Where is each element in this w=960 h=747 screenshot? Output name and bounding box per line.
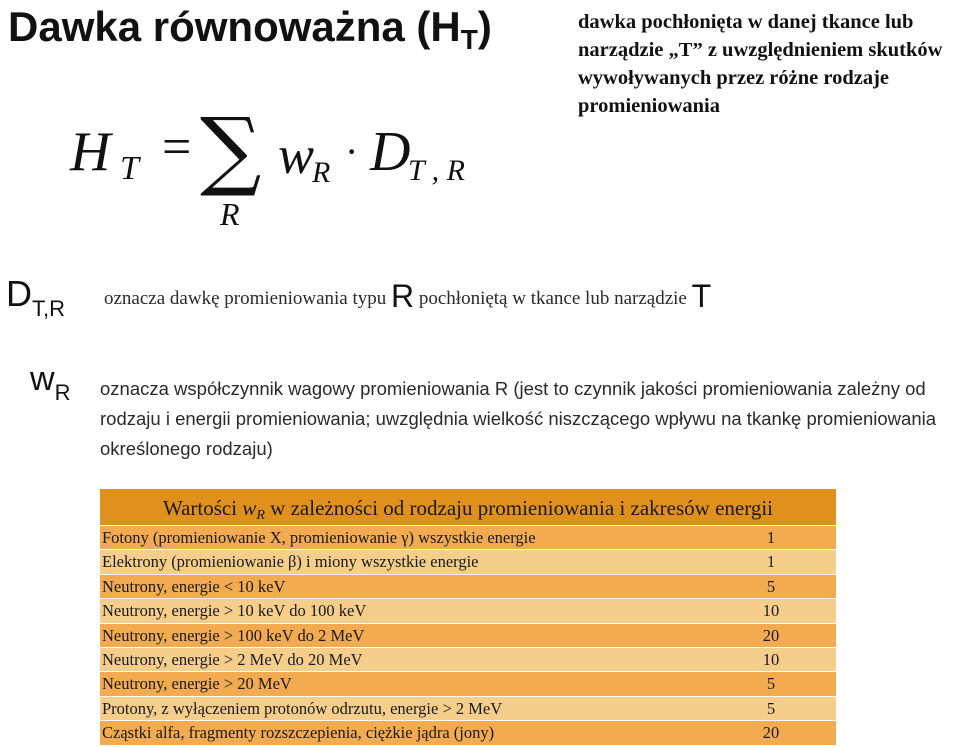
- radiation-type-cell: Cząstki alfa, fragmenty rozszczepienia, ciężkie jądra (jony): [102, 723, 495, 743]
- weighting-factor-cell: 20: [762, 625, 780, 645]
- equivalent-dose-formula: [70, 100, 490, 238]
- dose-symbol-subscript: T,R: [32, 296, 65, 321]
- title-subscript: T: [460, 24, 478, 55]
- radiation-type-cell: Elektrony (promieniowanie β) i miony wszystkie energie: [102, 552, 479, 572]
- table-row: [100, 696, 836, 720]
- weighting-factor-cell: 10: [762, 649, 780, 669]
- formula-sum-subscript: R: [220, 196, 240, 232]
- weighting-factor-cell: 1: [766, 552, 776, 572]
- table-header: Wartości $w_R$ w zależności od rodzaju promieniowania i zakresów energii: [100, 489, 836, 525]
- formula-dot: ·: [345, 129, 359, 174]
- table-row: [100, 598, 836, 622]
- radiation-type-cell: Neutrony, energie > 2 MeV do 20 MeV: [102, 649, 363, 669]
- weighting-factor-cell: 5: [766, 674, 776, 694]
- weighting-factor-cell: 1: [766, 528, 776, 547]
- radiation-type-cell: Neutrony, energie < 10 keV: [102, 576, 286, 596]
- dose-letter-T: T: [691, 278, 712, 314]
- weighting-factor-table: [100, 489, 836, 745]
- formula-D: D: [370, 121, 411, 183]
- table-row: [100, 525, 836, 549]
- table-body: [100, 525, 836, 745]
- page-title: Dawka równoważna $(H_T)$: [8, 3, 492, 55]
- table-row: [100, 720, 836, 744]
- weighting-factor-cell: 20: [762, 723, 780, 743]
- weighting-factor-cell: 10: [762, 601, 780, 621]
- table-row: [100, 623, 836, 647]
- radiation-type-cell: Fotony (promieniowanie X, promieniowanie γ) wszystkie energie: [102, 528, 536, 547]
- weight-symbol: $w_R$: [30, 360, 71, 405]
- dose-explanation: oznacza dawkę promieniowania typu R pochłoniętą w tkance lub narządzie T: [104, 278, 712, 314]
- formula-D-subscript: T , R: [408, 154, 465, 187]
- radiation-type-cell: Neutrony, energie > 20 MeV: [102, 674, 292, 694]
- weighting-factor-cell: 5: [766, 698, 776, 718]
- table-row: [100, 671, 836, 695]
- dose-letter-R: R: [391, 278, 415, 314]
- formula-H-subscript: T: [120, 150, 139, 187]
- table-row: [100, 549, 836, 573]
- dose-symbol: $D_{T,R}$: [6, 273, 65, 321]
- weight-explanation: oznacza współczynnik wagowy promieniowania R (jest to czynnik jakości promieniowania zależny od rodzaju i energii promieniowania; uwzględnia wielkość niszczącego wpływu na tkankę promieniowania określonego rodzaju): [100, 378, 937, 459]
- weighting-factor-cell: 5: [766, 576, 776, 596]
- radiation-type-cell: Neutrony, energie > 100 keV do 2 MeV: [102, 625, 365, 645]
- radiation-type-cell: Protony, z wyłączeniem protonów odrzutu, energie > 2 MeV: [102, 698, 503, 718]
- formula-sum-symbol: ∑: [200, 100, 262, 200]
- formula-equals: =: [162, 119, 192, 176]
- definition-text: dawka pochłonięta w danej tkance lub narządzie „T” z uwzględnieniem skutków wywoływanych przez różne rodzaje promieniowania: [578, 11, 943, 117]
- formula-H: H: [70, 121, 111, 183]
- formula-w: w: [278, 125, 315, 185]
- table-row: [100, 647, 836, 671]
- weight-symbol-subscript: R: [54, 380, 71, 405]
- radiation-type-cell: Neutrony, energie > 10 keV do 100 keV: [102, 601, 367, 621]
- formula-w-subscript: R: [312, 156, 331, 189]
- table-row: [100, 574, 836, 598]
